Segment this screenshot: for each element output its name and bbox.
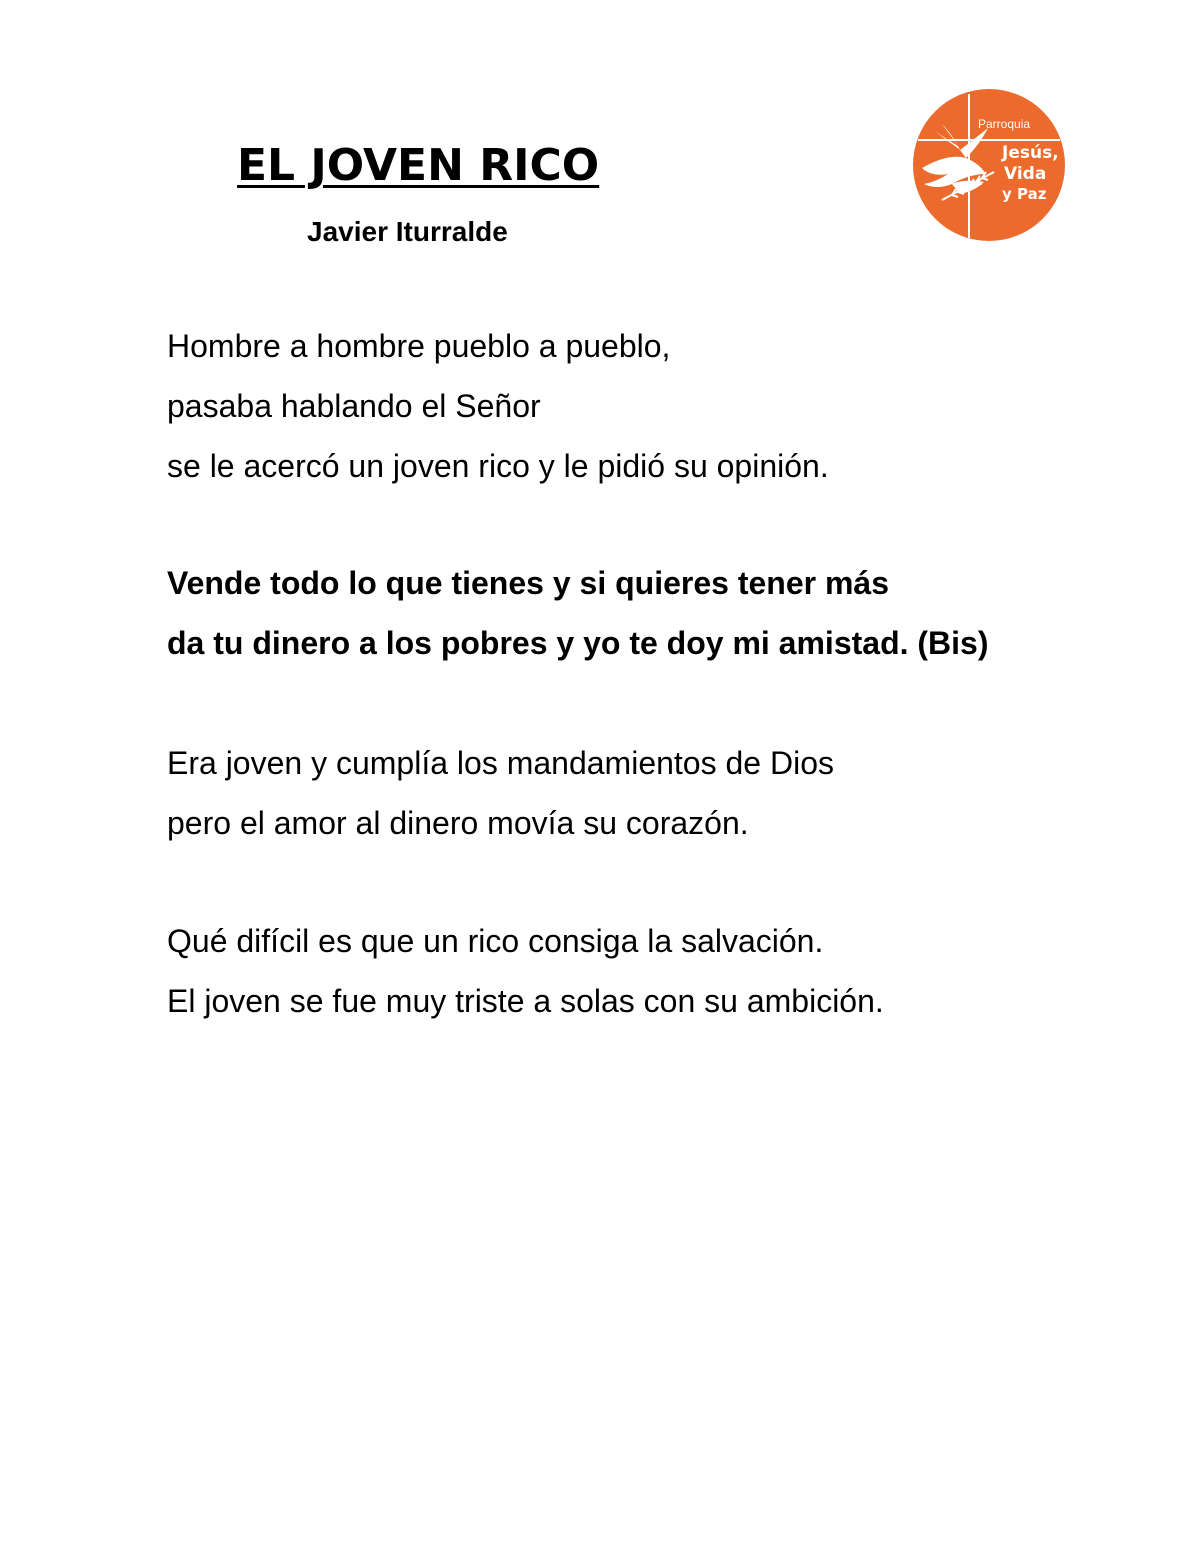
verse1-line2: pasaba hablando el Señor [167,388,541,424]
song-author: Javier Iturralde [307,216,508,247]
parish-logo [912,88,1066,242]
logo-text-vida: Vida [1004,164,1047,184]
verse3-line1: Qué difícil es que un rico consiga la salvación. [167,923,824,959]
verse1-line1: Hombre a hombre pueblo a pueblo, [167,328,671,364]
logo-text-parroquia: Parroquia [978,117,1031,131]
chorus-line1: Vende todo lo que tienes y si quieres tener más [167,565,889,601]
verse1-line3: se le acercó un joven rico y le pidió su opinión. [167,448,829,484]
chorus-line2: da tu dinero a los pobres y yo te doy mi amistad. (Bis) [167,625,989,661]
logo-text-jesus: Jesús, [1002,143,1059,163]
verse2-line1: Era joven y cumplía los mandamientos de Dios [167,745,834,781]
verse2-line2: pero el amor al dinero movía su corazón. [167,805,749,841]
song-title: EL JOVEN RICO [237,140,600,191]
verse3-line2: El joven se fue muy triste a solas con su ambición. [167,983,884,1019]
logo-text-paz: y Paz [1002,185,1047,203]
